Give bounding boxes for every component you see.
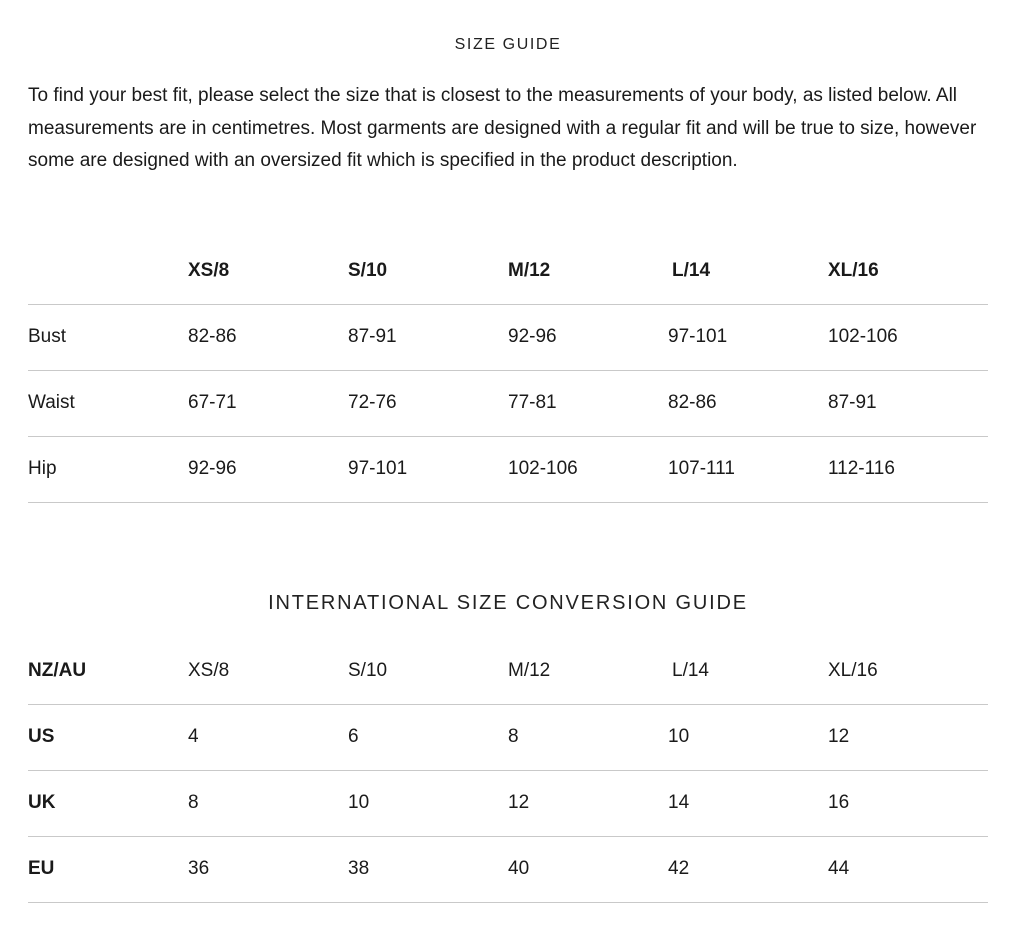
table-cell: 40: [508, 858, 530, 879]
table-cell: 97-101: [668, 326, 728, 347]
row-label: Waist: [28, 392, 75, 413]
table-cell: 112-116: [828, 458, 895, 479]
table-row-hip: [28, 436, 988, 502]
measurement-header-m: M/12: [508, 259, 551, 281]
row-label: Hip: [28, 458, 57, 479]
size-guide-intro: To find your best fit, please select the size that is closest to the measurements of your body, as listed below. All measurements are in centimetres. Most garments are designed with a regular fit and will be true to size, however some are designed with an oversized fit which is specified in the product description.: [28, 85, 977, 171]
table-row-eu: [28, 836, 988, 902]
measurement-header-s: S/10: [348, 259, 388, 281]
table-cell: M/12: [508, 659, 551, 681]
measurement-header-row: [28, 238, 988, 304]
table-cell: 10: [348, 792, 370, 813]
table-cell: 82-86: [668, 392, 717, 413]
table-cell: 87-91: [348, 326, 397, 347]
measurement-header-blank: [28, 238, 188, 304]
table-cell: 8: [188, 792, 199, 813]
row-label: Bust: [28, 326, 67, 347]
size-guide-title: SIZE GUIDE: [454, 36, 562, 53]
measurement-header-xl: XL/16: [828, 259, 879, 281]
table-cell: XL/16: [828, 659, 878, 681]
table-cell: 87-91: [828, 392, 877, 413]
table-row-us: [28, 704, 988, 770]
table-cell: 4: [188, 726, 199, 747]
table-cell: L/14: [672, 659, 709, 681]
table-row-nzau: [28, 638, 988, 704]
table-cell: 92-96: [508, 326, 557, 347]
region-label: UK: [28, 792, 56, 813]
table-cell: 12: [508, 792, 530, 813]
table-cell: 92-96: [188, 458, 237, 479]
table-cell: 77-81: [508, 392, 557, 413]
table-cell: XS/8: [188, 659, 230, 681]
measurement-header-xs: XS/8: [188, 259, 230, 281]
table-cell: 12: [828, 726, 850, 747]
table-cell: 102-106: [508, 458, 578, 479]
conversion-guide-title: INTERNATIONAL SIZE CONVERSION GUIDE: [268, 592, 748, 614]
region-label: US: [28, 726, 55, 747]
table-cell: 10: [668, 726, 690, 747]
table-cell: 38: [348, 858, 370, 879]
table-cell: 97-101: [348, 458, 408, 479]
table-cell: 6: [348, 726, 359, 747]
measurement-header-l: L/14: [672, 259, 711, 281]
table-cell: 42: [668, 858, 690, 879]
region-label: EU: [28, 858, 55, 879]
conversion-table: [28, 638, 988, 903]
table-cell: 102-106: [828, 326, 898, 347]
table-cell: 36: [188, 858, 210, 879]
measurement-table: [28, 238, 988, 503]
table-cell: 72-76: [348, 392, 397, 413]
table-cell: 16: [828, 792, 850, 813]
table-cell: 14: [668, 792, 690, 813]
table-cell: 107-111: [668, 458, 735, 479]
table-cell: 82-86: [188, 326, 237, 347]
table-cell: 67-71: [188, 392, 237, 413]
table-row-uk: [28, 770, 988, 836]
region-label: NZ/AU: [28, 659, 87, 681]
table-row-bust: [28, 304, 988, 370]
table-cell: 44: [828, 858, 850, 879]
table-cell: S/10: [348, 659, 388, 681]
table-cell: 8: [508, 726, 519, 747]
table-row-waist: [28, 370, 988, 436]
